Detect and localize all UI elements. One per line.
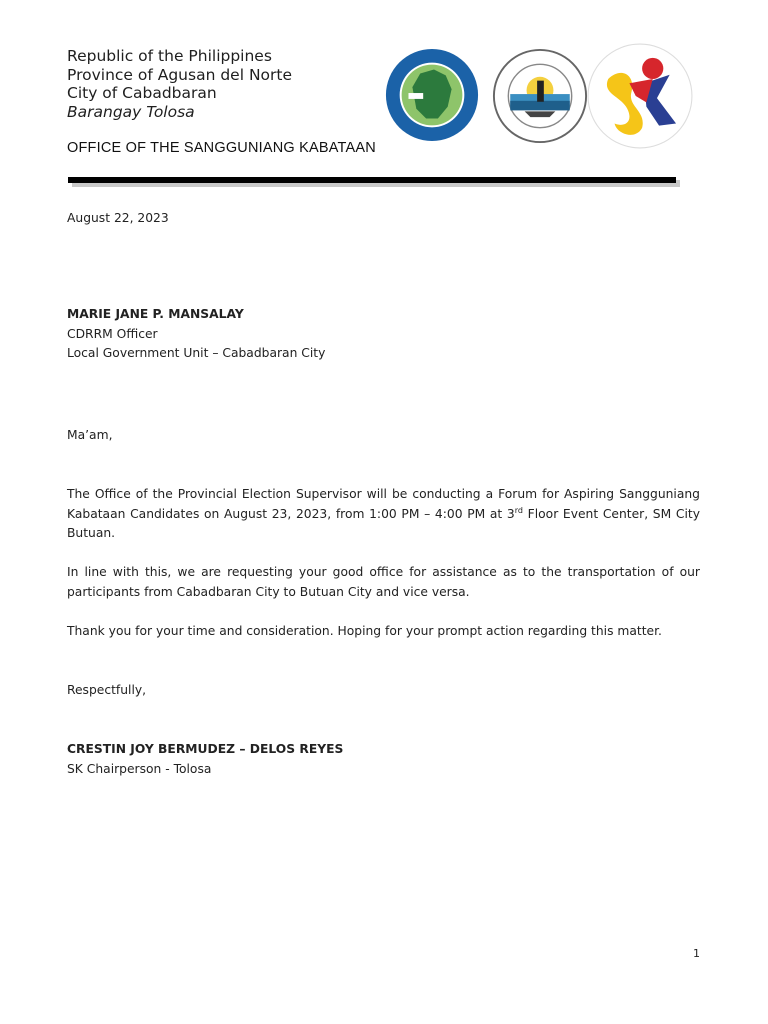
recipient-block [67,305,325,364]
salutation: Ma’am, [67,428,113,442]
paragraph-forum-venue: Floor Event Center, SM City Butuan. [67,506,700,540]
city-seal-icon [383,46,481,144]
letterhead-address [67,47,292,121]
signatory-title: SK Chairperson - Tolosa [67,761,212,776]
ordinal-suffix: rd [514,505,523,515]
paragraph-thanks: Thank you for your time and consideration. Hoping for your prompt action regarding this matter. [67,624,662,638]
paragraph-forum [67,485,700,544]
page-number: 1 [693,947,700,960]
header-rule [68,177,676,183]
recipient-title: CDRRM Officer [67,326,158,341]
header-barangay: Barangay Tolosa [67,102,195,121]
header-city: City of Cabadbaran [67,84,217,102]
header-province: Province of Agusan del Norte [67,65,293,84]
barangay-seal-icon [492,48,588,144]
header-republic: Republic of the Philippines [67,47,272,65]
recipient-org: Local Government Unit – Cabadbaran City [67,346,326,360]
letter-date: August 22, 2023 [67,211,169,225]
paragraph-request: In line with this, we are requesting your good office for assistance as to the transportation of our participants from Cabadbaran City to Butuan City and vice versa. [67,565,700,599]
paragraph-forum-text: The Office of the Provincial Election Supervisor will be conducting a Forum for Aspiring Sangguniang Kabataan Candidates on August 23, 2023, from 1:00 PM – 4:00 PM at 3 [67,487,700,521]
closing: Respectfully, [67,683,147,697]
recipient-name: MARIE JANE P. MANSALAY [67,307,244,321]
signatory-block [67,740,343,779]
signatory-name: CRESTIN JOY BERMUDEZ – DELOS REYES [67,742,344,756]
sk-logo-icon [587,43,693,149]
office-title: OFFICE OF THE SANGGUNIANG KABATAAN [67,140,376,156]
